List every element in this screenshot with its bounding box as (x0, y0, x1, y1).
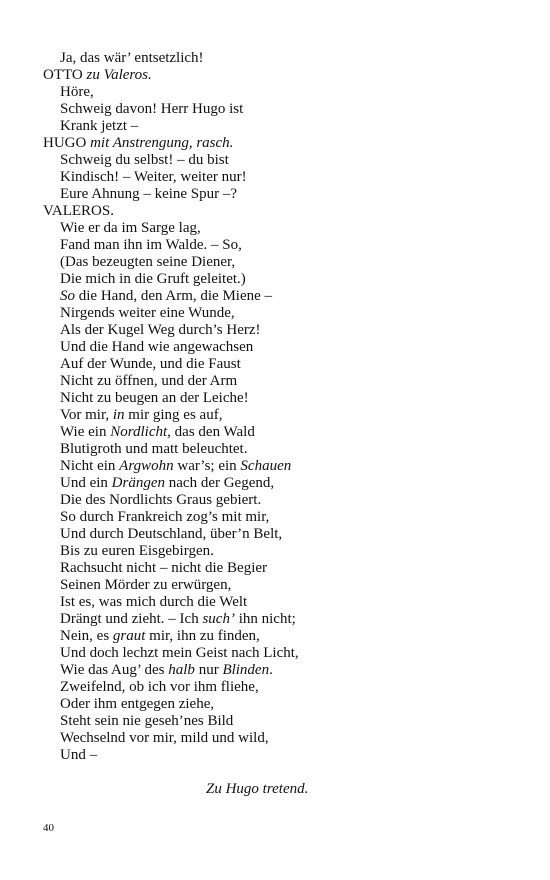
verse-line (43, 611, 513, 628)
italic-segment: in (112, 407, 125, 423)
verse-line (43, 407, 513, 424)
verse-line (43, 713, 513, 730)
text-segment: Eure Ahnung – keine Spur –? (60, 186, 238, 202)
text-segment: (Das bezeugten seine Diener, (60, 254, 236, 270)
speaker-line (43, 135, 513, 152)
text-segment: Nicht zu beugen an der Leiche! (60, 390, 249, 406)
text-segment: mir ging es auf, (124, 407, 223, 423)
verse-line (43, 475, 513, 492)
verse-line (43, 84, 513, 101)
text-segment: Schweig du selbst! – du bist (60, 152, 229, 168)
blank-line (43, 764, 513, 781)
text-segment: HUGO (43, 135, 91, 151)
text-segment: Wechselnd vor mir, mild und wild, (60, 730, 269, 746)
text-segment: Nirgends weiter eine Wunde, (60, 305, 235, 321)
verse-line (43, 458, 513, 475)
italic-segment: Schauen (240, 458, 292, 474)
text-segment: Krank jetzt – (60, 118, 139, 134)
verse-line (43, 679, 513, 696)
text-segment: Und ein (60, 475, 112, 491)
verse-line (43, 662, 513, 679)
stage-direction (43, 781, 513, 798)
text-segment: Seinen Mörder zu erwürgen, (60, 577, 232, 593)
drama-text-block (43, 50, 513, 798)
italic-segment: Nordlicht, (110, 424, 171, 440)
italic-segment: Zu Hugo tretend. (206, 781, 309, 797)
verse-line (43, 696, 513, 713)
text-segment: Rachsucht nicht – nicht die Begier (60, 560, 268, 576)
text-segment: Und – (60, 747, 98, 763)
verse-line (43, 747, 513, 764)
text-segment: Kindisch! – Weiter, weiter nur! (60, 169, 247, 185)
italic-segment: Blinden (222, 662, 270, 678)
text-segment: . (269, 662, 273, 678)
text-segment: So durch Frankreich zog’s mit mir, (60, 509, 270, 525)
text-segment: Steht sein nie geseh’nes Bild (60, 713, 234, 729)
verse-line (43, 441, 513, 458)
text-segment: Zweifelnd, ob ich vor ihm fliehe, (60, 679, 259, 695)
verse-line (43, 186, 513, 203)
text-segment: Und doch lechzt mein Geist nach Licht, (60, 645, 299, 661)
verse-line (43, 628, 513, 645)
text-segment: Nicht ein (60, 458, 120, 474)
italic-segment: Drängen (111, 475, 165, 491)
text-segment: Als der Kugel Weg durch’s Herz! (60, 322, 261, 338)
text-segment: Wie das Aug’ des (60, 662, 169, 678)
text-segment: Vor mir, (60, 407, 113, 423)
text-segment: Drängt und zieht. – Ich (60, 611, 203, 627)
text-segment: Auf der Wunde, und die Faust (60, 356, 241, 372)
italic-segment: Argwohn (119, 458, 174, 474)
italic-segment: mit Anstrengung, rasch. (90, 135, 234, 151)
text-segment: Die mich in die Gruft geleitet.) (60, 271, 246, 287)
text-segment: das den Wald (170, 424, 255, 440)
speaker-line (43, 203, 513, 220)
text-segment: Höre, (60, 84, 94, 100)
verse-line (43, 730, 513, 747)
verse-line (43, 237, 513, 254)
verse-line (43, 322, 513, 339)
verse-line (43, 509, 513, 526)
text-segment: Fand man ihn im Walde. – So, (60, 237, 242, 253)
verse-line (43, 169, 513, 186)
verse-line (43, 152, 513, 169)
speaker-line (43, 67, 513, 84)
verse-line (43, 288, 513, 305)
text-segment: Schweig davon! Herr Hugo ist (60, 101, 244, 117)
text-segment: ihn nicht; (234, 611, 296, 627)
verse-line (43, 50, 513, 67)
verse-line (43, 424, 513, 441)
italic-segment: such’ (202, 611, 235, 627)
italic-segment: graut (112, 628, 146, 644)
verse-line (43, 305, 513, 322)
text-segment: Ja, das wär’ entsetzlich! (60, 50, 204, 66)
text-segment: Wie ein (60, 424, 111, 440)
text-segment: VALEROS. (43, 203, 114, 219)
text-segment: Ist es, was mich durch die Welt (60, 594, 248, 610)
verse-line (43, 526, 513, 543)
text-segment: nur (194, 662, 223, 678)
text-segment: Bis zu euren Eisgebirgen. (60, 543, 214, 559)
text-segment: Nein, es (60, 628, 113, 644)
text-segment: Oder ihm entgegen ziehe, (60, 696, 215, 712)
verse-line (43, 390, 513, 407)
text-segment: Und durch Deutschland, über’n Belt, (60, 526, 283, 542)
verse-line (43, 373, 513, 390)
text-segment: Wie er da im Sarge lag, (60, 220, 201, 236)
italic-segment: So (60, 288, 75, 304)
verse-line (43, 594, 513, 611)
text-segment: Die des Nordlichts Graus gebiert. (60, 492, 262, 508)
text-segment: Nicht zu öffnen, und der Arm (60, 373, 238, 389)
verse-line (43, 271, 513, 288)
verse-line (43, 254, 513, 271)
text-segment: nach der Gegend, (165, 475, 275, 491)
page-number: 40 (43, 822, 54, 834)
verse-line (43, 560, 513, 577)
verse-line (43, 645, 513, 662)
verse-line (43, 339, 513, 356)
verse-line (43, 356, 513, 373)
text-segment: war’s; ein (173, 458, 241, 474)
text-segment: Und die Hand wie angewachsen (60, 339, 254, 355)
italic-segment: halb (168, 662, 195, 678)
italic-segment: zu Valeros. (86, 67, 152, 83)
text-segment: OTTO (43, 67, 87, 83)
text-segment: die Hand, den Arm, die Miene – (75, 288, 273, 304)
verse-line (43, 492, 513, 509)
verse-line (43, 543, 513, 560)
text-segment: Blutigroth und matt beleuchtet. (60, 441, 248, 457)
text-segment: mir, ihn zu finden, (145, 628, 260, 644)
verse-line (43, 101, 513, 118)
verse-line (43, 577, 513, 594)
verse-line (43, 220, 513, 237)
verse-line (43, 118, 513, 135)
